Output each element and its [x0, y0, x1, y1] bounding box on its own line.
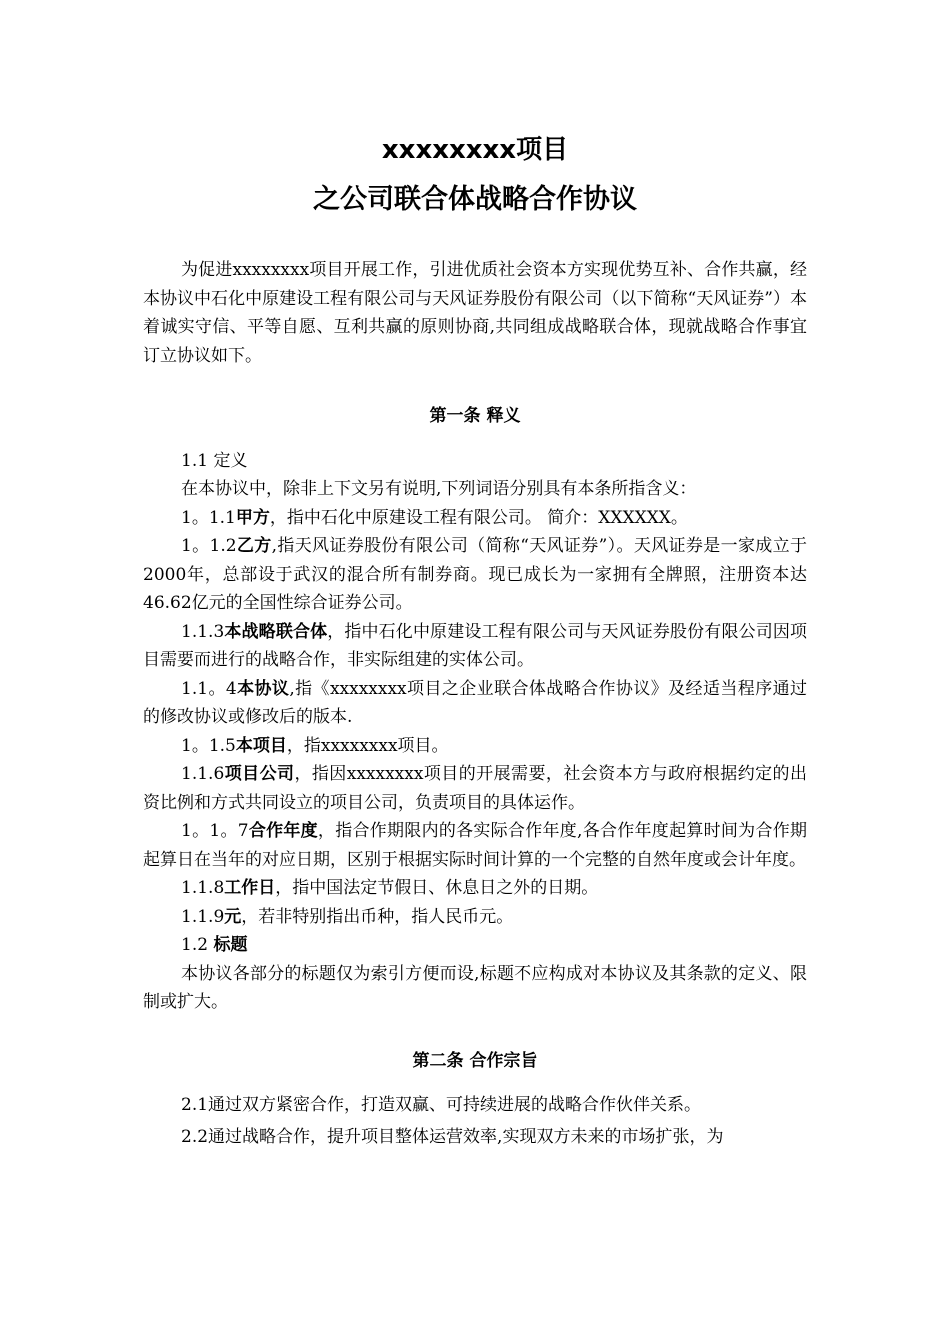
section-number: 1.2	[181, 935, 214, 955]
definition-text: ，指中石化中原建设工程有限公司。 简介：XXXXXX。	[269, 507, 688, 528]
section-title: 标题	[213, 935, 248, 955]
definition-1-1-7	[143, 817, 807, 874]
definition-term: 乙方	[236, 536, 272, 556]
document-title-line2: 之公司联合体战略合作协议	[313, 184, 637, 215]
section-1-1-lead: 在本协议中，除非上下文另有说明,下列词语分别具有本条所指含义：	[181, 479, 697, 499]
section-1-1-title: 1.1 定义	[181, 450, 248, 471]
definition-term: 本项目	[235, 735, 287, 756]
definition-1-1-2	[143, 532, 807, 618]
definition-term: 本协议	[236, 678, 290, 699]
definition-term: 合作年度	[248, 821, 318, 841]
definition-1-1-8	[143, 874, 807, 903]
definition-text: ,指《xxxxxxxx项目之企业联合体战略合作协议》及经适当程序通过的修改协议或修改后的版本.	[143, 678, 808, 727]
definition-1-1-6	[143, 760, 807, 817]
definition-text: ，指因xxxxxxxx项目的开展需要，社会资本方与政府根据约定的出资比例和方式共同设立的项目公司，负责项目的具体运作。	[143, 764, 807, 813]
definition-text: ，若非特别指出币种，指人民币元。	[241, 906, 514, 927]
section-2-2: 2.2通过战略合作，提升项目整体运营效率,实现双方未来的市场扩张，为	[181, 1127, 724, 1147]
definition-1-1-9	[143, 903, 807, 932]
definition-text: ，指合作期限内的各实际合作年度,各合作年度起算时间为合作期起算日在当年的对应日期，区别于根据实际时间计算的一个完整的自然年度或会计年度。	[143, 821, 807, 870]
definition-number: 1。1。7	[181, 821, 249, 841]
definition-text: ,指天风证券股份有限公司（简称“天风证券”）。天风证券是一家成立于2000年，总部设于武汉的混合所有制券商。现已成长为一家拥有全牌照，注册资本达46.62亿元的全国性综合证券公司。	[143, 536, 807, 613]
definition-term: 甲方	[235, 507, 270, 528]
section-2-1: 2.1通过双方紧密合作，打造双赢、可持续进展的战略合作伙伴关系。	[181, 1095, 702, 1115]
document-body	[143, 256, 807, 1153]
definition-term: 工作日	[224, 878, 276, 898]
definition-number: 1。1.1	[181, 507, 236, 528]
definition-number: 1。1.5	[181, 735, 236, 756]
definition-term: 元	[224, 906, 242, 927]
definition-number: 1.1.9	[181, 906, 225, 927]
definition-term: 本战略联合体	[224, 621, 328, 642]
document-title-line1: xxxxxxxx项目	[381, 135, 569, 165]
definition-number: 1.1.3	[181, 621, 225, 642]
definition-number: 1.1.8	[181, 878, 225, 898]
definition-text: ，指中石化中原建设工程有限公司与天风证券股份有限公司因项目需要而进行的战略合作，非实际组建的实体公司。	[143, 621, 808, 670]
definition-number: 1。1.2	[181, 536, 237, 556]
definition-1-1-5	[143, 732, 807, 761]
section-1-2-text: 本协议各部分的标题仅为索引方便而设,标题不应构成对本协议及其条款的定义、限制或扩大。	[143, 963, 807, 1012]
definition-text: ，指xxxxxxxx项目。	[286, 735, 449, 756]
definition-number: 1.1.6	[181, 764, 225, 784]
definition-term: 项目公司	[224, 764, 295, 784]
definition-1-1-4	[143, 675, 807, 732]
article2-heading: 第二条 合作宗旨	[412, 1050, 538, 1071]
definition-number: 1.1。4	[181, 678, 237, 699]
section-1-2-title	[143, 931, 807, 960]
article1-heading: 第一条 释义	[429, 406, 521, 426]
intro-paragraph: 为促进xxxxxxxx项目开展工作，引进优质社会资本方实现优势互补、合作共赢，经本协议中石化中原建设工程有限公司与天风证券股份有限公司（以下简称“天风证券”）本着诚实守信、平等自愿、互利共赢的原则协商,共同组成战略联合体，现就战略合作事宜订立协议如下。	[143, 260, 807, 366]
definition-1-1-1	[143, 504, 807, 533]
definition-1-1-3	[143, 618, 807, 675]
definition-text: ，指中国法定节假日、休息日之外的日期。	[275, 878, 599, 898]
